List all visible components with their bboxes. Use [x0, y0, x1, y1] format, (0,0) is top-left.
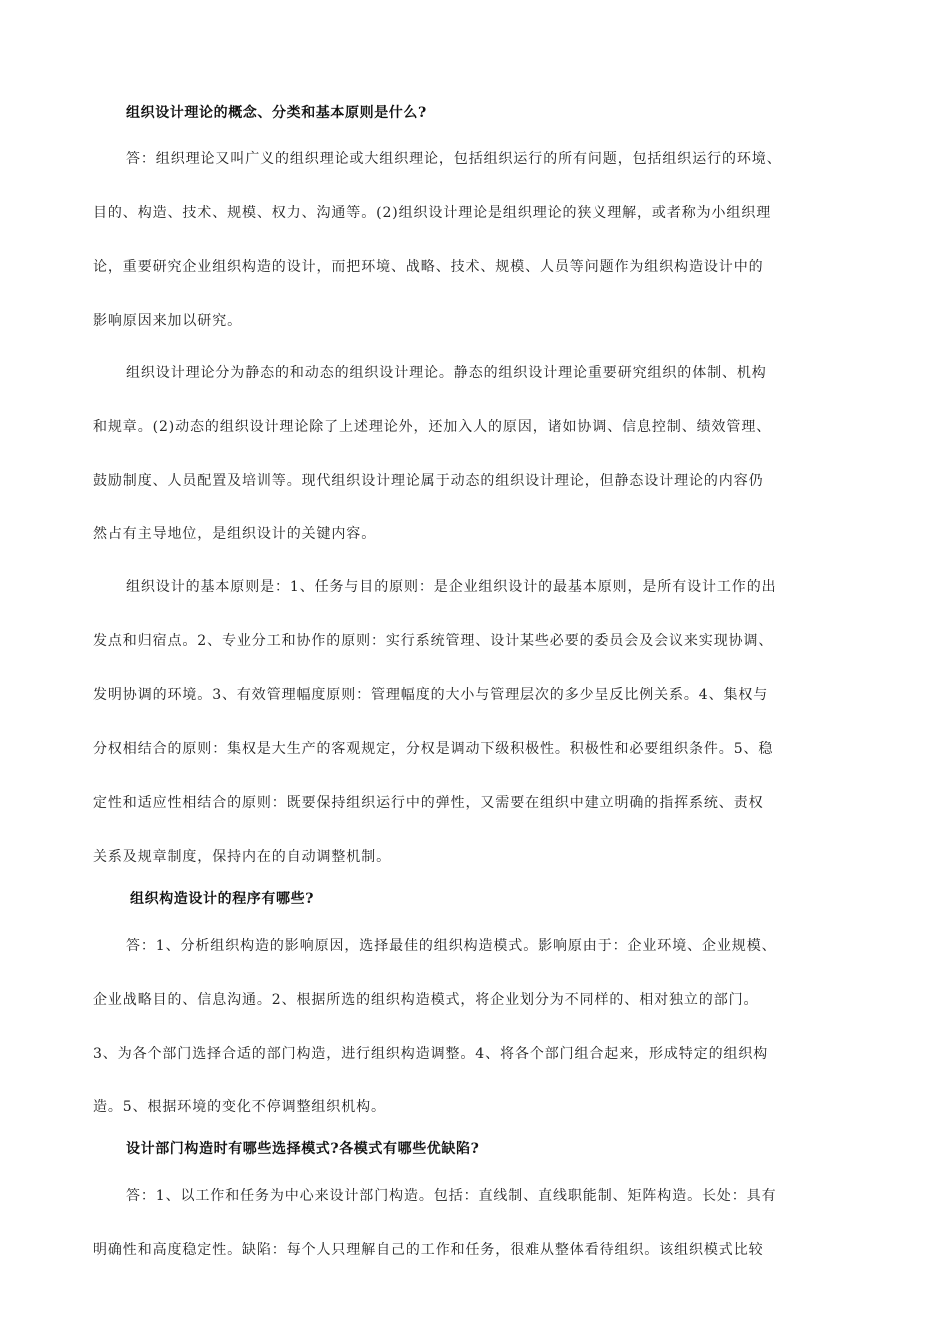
text-line: 组织设计的基本原则是：1、任务与目的原则：是企业组织设计的最基本原则，是所有设计工作的出: [126, 579, 777, 595]
text-line: 答：1、以工作和任务为中心来设计部门构造。包括：直线制、直线职能制、矩阵构造。长处：具有: [126, 1188, 777, 1204]
text-line: 企业战略目的、信息沟通。2、根据所选的组织构造模式，将企业划分为不同样的、相对独立的部门。: [93, 992, 759, 1008]
text-line: 发明协调的环境。3、有效管理幅度原则：管理幅度的大小与管理层次的多少呈反比例关系。4、集权与: [93, 687, 769, 703]
text-line: 明确性和高度稳定性。缺陷：每个人只理解自己的工作和任务，很难从整体看待组织。该组织模式比较: [93, 1242, 764, 1258]
text-line: 答：组织理论又叫广义的组织理论或大组织理论，包括组织运行的所有问题，包括组织运行的环境、: [126, 151, 782, 167]
section-heading: 组织设计理论的概念、分类和基本原则是什么?: [126, 105, 427, 121]
text-line: 造。5、根据环境的变化不停调整组织机构。: [93, 1099, 386, 1115]
text-line: 然占有主导地位，是组织设计的关键内容。: [93, 526, 377, 542]
text-line: 鼓励制度、人员配置及培训等。现代组织设计理论属于动态的组织设计理论，但静态设计理论的内容仍: [93, 473, 764, 489]
section-heading: 设计部门构造时有哪些选择模式?各模式有哪些优缺陷?: [126, 1141, 480, 1157]
text-line: 组织设计理论分为静态的和动态的组织设计理论。静态的组织设计理论重要研究组织的体制、机构: [126, 365, 767, 381]
text-line: 论，重要研究企业组织构造的设计，而把环境、战略、技术、规模、人员等问题作为组织构造设计中的: [93, 259, 764, 275]
text-line: 答：1、分析组织构造的影响原因，选择最佳的组织构造模式。影响原由于：企业环境、企业规模、: [126, 938, 777, 954]
text-line: 3、为各个部门选择合适的部门构造，进行组织构造调整。4、将各个部门组合起来，形成特定的组织构: [93, 1046, 769, 1062]
text-line: 影响原因来加以研究。: [93, 313, 242, 329]
text-line: 发点和归宿点。2、专业分工和协作的原则：实行系统管理、设计某些必要的委员会及会议来实现协调、: [93, 633, 774, 649]
section-heading: 组织构造设计的程序有哪些?: [130, 891, 315, 907]
text-line: 目的、构造、技术、规模、权力、沟通等。(2)组织设计理论是组织理论的狭义理解，或者称为小组织理: [93, 205, 772, 221]
text-line: 和规章。(2)动态的组织设计理论除了上述理论外，还加入人的原因，诸如协调、信息控制、绩效管理、: [93, 419, 772, 435]
text-line: 定性和适应性相结合的原则：既要保持组织运行中的弹性，又需要在组织中建立明确的指挥系统、责权: [93, 795, 764, 811]
text-line: 分权相结合的原则：集权是大生产的客观规定，分权是调动下级积极性。积极性和必要组织条件。5、稳: [93, 741, 774, 757]
text-line: 关系及规章制度，保持内在的自动调整机制。: [93, 849, 391, 865]
